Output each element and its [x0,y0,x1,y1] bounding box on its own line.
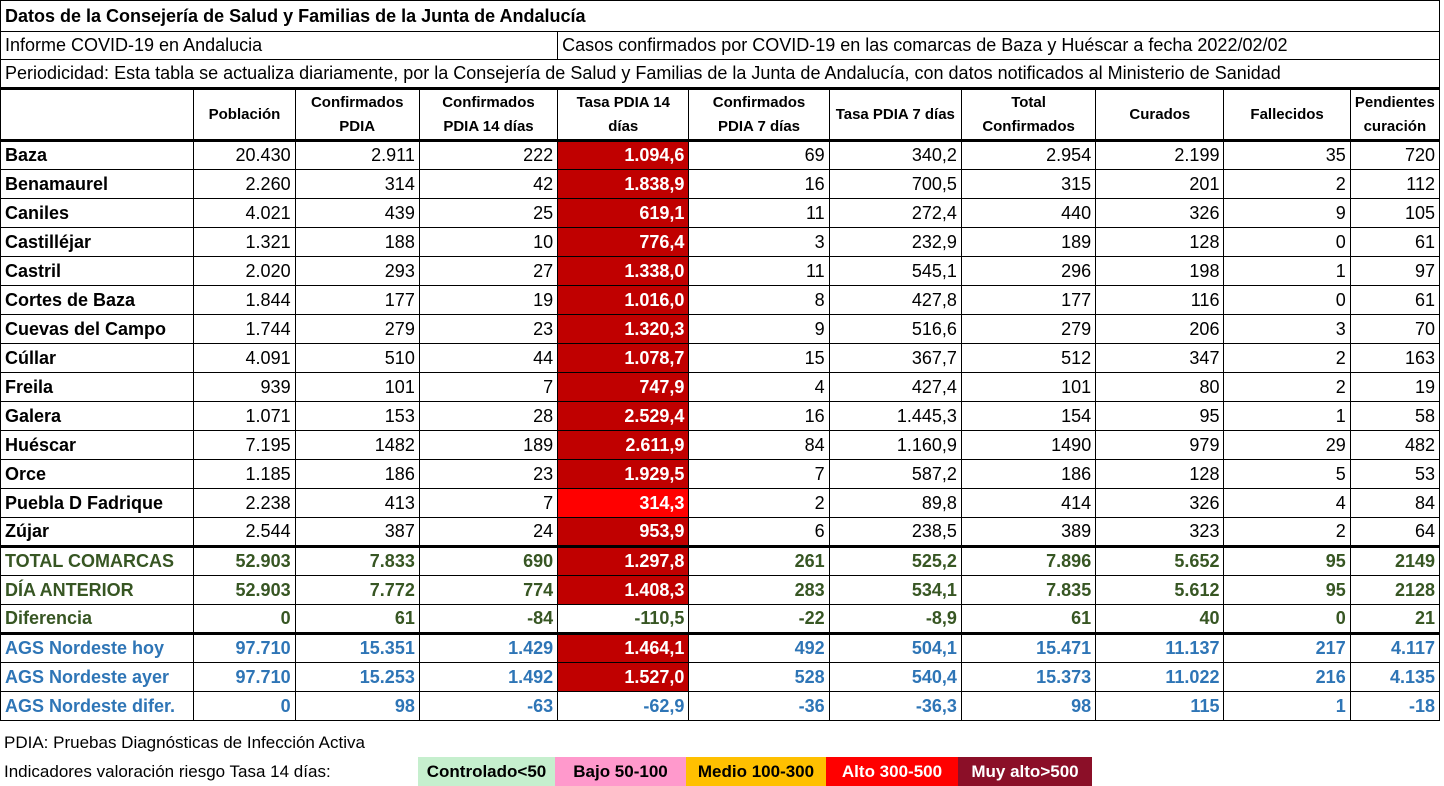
row-name: Benamaurel [1,170,194,199]
cell-confirmados-14: 44 [419,344,557,373]
cell-curados: 116 [1096,286,1224,315]
table-row [1,228,1440,257]
cell-tasa-7: 340,2 [829,141,961,170]
cell-tasa-14: 776,4 [558,228,689,257]
cell-fallecidos: 0 [1224,228,1350,257]
cell-tasa-14: 1.527,0 [558,663,689,692]
cell-confirmados-14: 1.492 [419,663,557,692]
row-name: Zújar [1,518,194,547]
legend-bajo: Bajo 50-100 [555,757,686,786]
cell-confirmados: 439 [295,199,419,228]
cell-total: 177 [961,286,1095,315]
legend-alto: Alto 300-500 [826,757,958,786]
cell-tasa-7: 1.160,9 [829,431,961,460]
table-row [1,402,1440,431]
row-name: Huéscar [1,431,194,460]
cell-pendientes: 4.135 [1350,663,1439,692]
cell-pendientes: 105 [1350,199,1439,228]
cell-pendientes: 61 [1350,228,1439,257]
cell-curados: 40 [1096,605,1224,634]
header-pendientes: Pendientes curación [1350,89,1439,141]
legend-label: Indicadores valoración riesgo Tasa 14 días: [4,761,331,781]
cell-poblacion: 2.544 [194,518,295,547]
cell-pendientes: 64 [1350,518,1439,547]
cell-pendientes: -18 [1350,692,1439,721]
header-tasa-14: Tasa PDIA 14 días [558,89,689,141]
cell-confirmados-7: 69 [689,141,829,170]
row-name: Diferencia [1,605,194,634]
row-name: Cuevas del Campo [1,315,194,344]
cell-total: 440 [961,199,1095,228]
cell-fallecidos: 1 [1224,692,1350,721]
cell-pendientes: 61 [1350,286,1439,315]
cell-fallecidos: 5 [1224,460,1350,489]
cell-confirmados-14: -63 [419,692,557,721]
cell-confirmados-7: 11 [689,257,829,286]
legend-medio: Medio 100-300 [686,757,826,786]
cell-fallecidos: 2 [1224,344,1350,373]
cell-pendientes: 58 [1350,402,1439,431]
cell-confirmados: 7.833 [295,547,419,576]
cell-poblacion: 20.430 [194,141,295,170]
cell-tasa-14: 2.529,4 [558,402,689,431]
cell-pendientes: 19 [1350,373,1439,402]
cell-confirmados: 186 [295,460,419,489]
row-name: AGS Nordeste difer. [1,692,194,721]
table-row [1,141,1440,170]
table-row [1,518,1440,547]
cell-confirmados: 413 [295,489,419,518]
cell-confirmados-7: 528 [689,663,829,692]
cell-confirmados-7: 6 [689,518,829,547]
cell-confirmados-7: 492 [689,634,829,663]
header-tasa-7: Tasa PDIA 7 días [829,89,961,141]
cell-confirmados-14: 7 [419,373,557,402]
cell-tasa-14: 1.464,1 [558,634,689,663]
cell-confirmados-7: 16 [689,170,829,199]
cell-tasa-14: 1.016,0 [558,286,689,315]
row-name: Castril [1,257,194,286]
cell-fallecidos: 3 [1224,315,1350,344]
cell-tasa-7: 232,9 [829,228,961,257]
cell-tasa-14: 747,9 [558,373,689,402]
cell-curados: 95 [1096,402,1224,431]
cell-pendientes: 2128 [1350,576,1439,605]
cell-confirmados-14: -84 [419,605,557,634]
cell-pendientes: 2149 [1350,547,1439,576]
cell-confirmados-7: 15 [689,344,829,373]
cell-tasa-7: 272,4 [829,199,961,228]
cell-tasa-14: 1.297,8 [558,547,689,576]
table-row [1,257,1440,286]
cell-tasa-14: 953,9 [558,518,689,547]
cell-confirmados: 153 [295,402,419,431]
cell-confirmados-14: 7 [419,489,557,518]
cell-poblacion: 52.903 [194,576,295,605]
cell-curados: 11.137 [1096,634,1224,663]
cell-confirmados-14: 25 [419,199,557,228]
row-name: Caniles [1,199,194,228]
cell-confirmados-14: 1.429 [419,634,557,663]
cell-confirmados: 101 [295,373,419,402]
table-row [1,460,1440,489]
cell-fallecidos: 216 [1224,663,1350,692]
table-row [1,170,1440,199]
cell-pendientes: 720 [1350,141,1439,170]
cell-tasa-7: 525,2 [829,547,961,576]
cell-curados: 347 [1096,344,1224,373]
cell-pendientes: 482 [1350,431,1439,460]
cell-poblacion: 0 [194,692,295,721]
cell-tasa-7: 1.445,3 [829,402,961,431]
cell-confirmados-7: 3 [689,228,829,257]
cell-tasa-14: -110,5 [558,605,689,634]
cell-confirmados-7: 2 [689,489,829,518]
row-name: Freila [1,373,194,402]
cell-confirmados-7: 7 [689,460,829,489]
table-row [1,286,1440,315]
cell-curados: 80 [1096,373,1224,402]
table-row [1,663,1440,692]
cell-curados: 5.612 [1096,576,1224,605]
cell-tasa-7: 540,4 [829,663,961,692]
cell-total: 15.373 [961,663,1095,692]
cell-fallecidos: 1 [1224,257,1350,286]
cell-poblacion: 4.021 [194,199,295,228]
cell-tasa-14: -62,9 [558,692,689,721]
cell-confirmados: 279 [295,315,419,344]
cell-curados: 206 [1096,315,1224,344]
table-row [1,605,1440,634]
cell-total: 414 [961,489,1095,518]
cell-tasa-7: 700,5 [829,170,961,199]
cell-curados: 201 [1096,170,1224,199]
cell-tasa-7: 545,1 [829,257,961,286]
table-row [1,373,1440,402]
cell-tasa-7: 534,1 [829,576,961,605]
column-header-row [1,89,1440,141]
cell-confirmados-7: 9 [689,315,829,344]
cell-total: 15.471 [961,634,1095,663]
cell-fallecidos: 95 [1224,547,1350,576]
header-curados: Curados [1096,89,1224,141]
cell-pendientes: 21 [1350,605,1439,634]
cell-curados: 2.199 [1096,141,1224,170]
cell-total: 1490 [961,431,1095,460]
cell-confirmados-14: 189 [419,431,557,460]
table-row [1,634,1440,663]
cell-confirmados: 98 [295,692,419,721]
cell-confirmados-7: -22 [689,605,829,634]
cell-tasa-7: 427,4 [829,373,961,402]
cell-confirmados-7: 4 [689,373,829,402]
cell-total: 512 [961,344,1095,373]
cell-tasa-7: 238,5 [829,518,961,547]
cell-tasa-14: 1.078,7 [558,344,689,373]
cell-confirmados: 2.911 [295,141,419,170]
cell-curados: 979 [1096,431,1224,460]
cell-confirmados-7: -36 [689,692,829,721]
legend-muy-alto: Muy alto>500 [958,757,1092,786]
cell-tasa-14: 1.094,6 [558,141,689,170]
cell-fallecidos: 29 [1224,431,1350,460]
cell-total: 154 [961,402,1095,431]
cell-fallecidos: 0 [1224,286,1350,315]
cell-poblacion: 1.321 [194,228,295,257]
cell-confirmados-14: 690 [419,547,557,576]
cell-tasa-7: 427,8 [829,286,961,315]
header-poblacion: Población [194,89,295,141]
cell-fallecidos: 2 [1224,373,1350,402]
legend-controlado: Controlado<50 [418,757,555,786]
table-row [1,547,1440,576]
cell-total: 279 [961,315,1095,344]
cell-poblacion: 1.071 [194,402,295,431]
cell-tasa-14: 1.929,5 [558,460,689,489]
cell-fallecidos: 217 [1224,634,1350,663]
cell-pendientes: 53 [1350,460,1439,489]
cell-curados: 323 [1096,518,1224,547]
table-row [1,199,1440,228]
cell-confirmados-7: 283 [689,576,829,605]
table-row [1,576,1440,605]
cell-poblacion: 97.710 [194,634,295,663]
cell-tasa-7: 587,2 [829,460,961,489]
pdia-note: PDIA: Pruebas Diagnósticas de Infección Activa [4,732,365,752]
report-label: Informe COVID-19 en Andalucia [1,32,558,60]
cell-poblacion: 1.185 [194,460,295,489]
cell-poblacion: 939 [194,373,295,402]
cell-total: 315 [961,170,1095,199]
cell-total: 101 [961,373,1095,402]
row-name: DÍA ANTERIOR [1,576,194,605]
cell-total: 7.896 [961,547,1095,576]
cell-pendientes: 112 [1350,170,1439,199]
cell-pendientes: 70 [1350,315,1439,344]
cell-poblacion: 1.744 [194,315,295,344]
row-name: Puebla D Fadrique [1,489,194,518]
cell-confirmados-14: 23 [419,460,557,489]
cell-total: 296 [961,257,1095,286]
header-total: Total Confirmados [961,89,1095,141]
row-name: AGS Nordeste ayer [1,663,194,692]
cell-confirmados-14: 27 [419,257,557,286]
cell-confirmados-7: 8 [689,286,829,315]
cell-fallecidos: 2 [1224,170,1350,199]
cell-confirmados-14: 10 [419,228,557,257]
cell-poblacion: 97.710 [194,663,295,692]
cell-tasa-14: 1.320,3 [558,315,689,344]
cell-tasa-7: 89,8 [829,489,961,518]
row-name: Orce [1,460,194,489]
cell-tasa-7: 516,6 [829,315,961,344]
cell-confirmados: 510 [295,344,419,373]
cell-confirmados-14: 23 [419,315,557,344]
header-confirmados-14: Confirmados PDIA 14 días [419,89,557,141]
cell-curados: 115 [1096,692,1224,721]
table-row [1,344,1440,373]
cell-confirmados: 61 [295,605,419,634]
cell-total: 61 [961,605,1095,634]
header-confirmados-7: Confirmados PDIA 7 días [689,89,829,141]
cell-fallecidos: 35 [1224,141,1350,170]
cell-tasa-14: 314,3 [558,489,689,518]
cell-curados: 11.022 [1096,663,1224,692]
cell-pendientes: 84 [1350,489,1439,518]
cell-confirmados: 293 [295,257,419,286]
cell-confirmados: 387 [295,518,419,547]
cell-total: 2.954 [961,141,1095,170]
cell-poblacion: 4.091 [194,344,295,373]
cell-pendientes: 163 [1350,344,1439,373]
header-blank [1,89,194,141]
cell-fallecidos: 0 [1224,605,1350,634]
cell-confirmados: 7.772 [295,576,419,605]
cell-fallecidos: 95 [1224,576,1350,605]
cell-confirmados-14: 24 [419,518,557,547]
cell-fallecidos: 9 [1224,199,1350,228]
cell-total: 98 [961,692,1095,721]
cell-pendientes: 97 [1350,257,1439,286]
cell-tasa-14: 1.838,9 [558,170,689,199]
cell-pendientes: 4.117 [1350,634,1439,663]
row-name: Baza [1,141,194,170]
table-row [1,315,1440,344]
cell-confirmados: 15.351 [295,634,419,663]
cell-confirmados-14: 774 [419,576,557,605]
table-row [1,431,1440,460]
cell-curados: 128 [1096,460,1224,489]
cell-confirmados-7: 11 [689,199,829,228]
cell-tasa-14: 2.611,9 [558,431,689,460]
cases-title: Casos confirmados por COVID-19 en las comarcas de Baza y Huéscar a fecha 2022/02/02 [558,32,1440,60]
cell-poblacion: 2.238 [194,489,295,518]
table-row [1,692,1440,721]
cell-confirmados-14: 19 [419,286,557,315]
cell-curados: 326 [1096,489,1224,518]
cell-total: 186 [961,460,1095,489]
cell-tasa-7: -8,9 [829,605,961,634]
cell-fallecidos: 2 [1224,518,1350,547]
cell-poblacion: 52.903 [194,547,295,576]
cell-tasa-7: 367,7 [829,344,961,373]
header-confirmados: Confirmados PDIA [295,89,419,141]
cell-poblacion: 2.020 [194,257,295,286]
cell-tasa-7: 504,1 [829,634,961,663]
row-name: Cortes de Baza [1,286,194,315]
cell-tasa-14: 1.338,0 [558,257,689,286]
periodicity-note: Periodicidad: Esta tabla se actualiza diariamente, por la Consejería de Salud y Familias de la Junta de Andalucía, con datos notificados al Ministerio de Sanidad [1,60,1440,89]
cell-total: 189 [961,228,1095,257]
cell-confirmados: 15.253 [295,663,419,692]
cell-tasa-14: 619,1 [558,199,689,228]
cell-poblacion: 0 [194,605,295,634]
cell-curados: 128 [1096,228,1224,257]
cell-poblacion: 1.844 [194,286,295,315]
cell-total: 7.835 [961,576,1095,605]
cell-confirmados: 188 [295,228,419,257]
row-name: Castilléjar [1,228,194,257]
cell-curados: 326 [1096,199,1224,228]
cell-confirmados-7: 261 [689,547,829,576]
row-name: AGS Nordeste hoy [1,634,194,663]
cell-curados: 198 [1096,257,1224,286]
cell-confirmados-14: 42 [419,170,557,199]
cell-confirmados-14: 222 [419,141,557,170]
cell-tasa-7: -36,3 [829,692,961,721]
cell-confirmados: 314 [295,170,419,199]
cell-confirmados: 1482 [295,431,419,460]
row-name: Cúllar [1,344,194,373]
sheet-title: Datos de la Consejería de Salud y Familias de la Junta de Andalucía [1,1,1440,32]
cell-confirmados: 177 [295,286,419,315]
table-row [1,489,1440,518]
cell-confirmados-7: 84 [689,431,829,460]
cell-fallecidos: 4 [1224,489,1350,518]
cell-confirmados-7: 16 [689,402,829,431]
header-fallecidos: Fallecidos [1224,89,1350,141]
row-name: Galera [1,402,194,431]
cell-confirmados-14: 28 [419,402,557,431]
cell-tasa-14: 1.408,3 [558,576,689,605]
cell-poblacion: 2.260 [194,170,295,199]
cell-total: 389 [961,518,1095,547]
cell-poblacion: 7.195 [194,431,295,460]
row-name: TOTAL COMARCAS [1,547,194,576]
cell-fallecidos: 1 [1224,402,1350,431]
cell-curados: 5.652 [1096,547,1224,576]
